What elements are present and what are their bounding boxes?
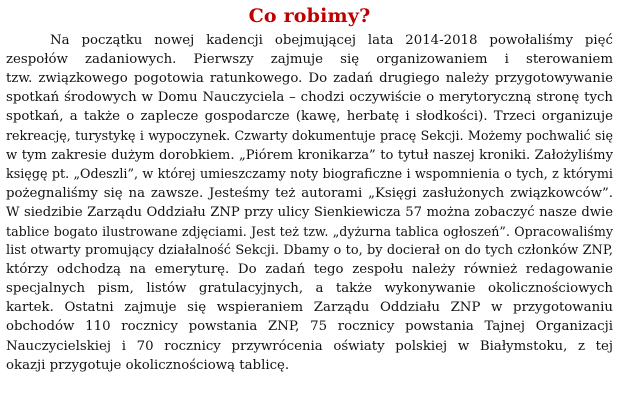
page-title: Co robimy? (248, 5, 371, 27)
paragraph-line: którzy odchodzą na emeryturę. Do zadań tego zespołu należy również redagowanie (6, 262, 613, 278)
paragraph-line: list otwarty promujący działalność Sekcji. Dbamy o to, by docierał on do tych członków ZNP, (6, 243, 613, 259)
paragraph-line: Na początku nowej kadencji obejmującej lata 2014-2018 powołaliśmy pięć (50, 33, 613, 48)
paragraph-line: tzw. związkowego pogotowia ratunkowego. Do zadań drugiego należy przygotowywanie (6, 71, 613, 87)
paragraph-line: specjalnych pism, listów gratulacyjnych, a także wykonywanie okolicznościowych (6, 281, 613, 297)
paragraph-line: Nauczycielskiej i 70 rocznicy przywrócenia oświaty polskiej w Białymstoku, z tej (6, 338, 613, 354)
paragraph-line: obchodów 110 rocznicy powstania ZNP, 75 rocznicy powstania Tajnej Organizacji (6, 319, 613, 335)
body-paragraph (6, 31, 613, 375)
paragraph-line: spotkań środowych w Domu Nauczyciela – chodzi oczywiście o merytoryczną stronę tych (6, 90, 613, 106)
paragraph-line: tablice bogato ilustrowane zdjęciami. Jest też tzw. „dyżurna tablica ogłoszeń”. Opracowaliśmy (6, 223, 613, 239)
paragraph-line: W siedzibie Zarządu Oddziału ZNP przy ulicy Sienkiewicza 57 można zobaczyć nasze dwie (6, 204, 613, 220)
paragraph-line: spotkań, a także o zaplecze gospodarcze (kawę, herbatę i słodkości). Trzeci organizuje (6, 109, 613, 125)
paragraph-line: pożegnaliśmy się na zawsze. Jesteśmy też autorami „Księgi zasłużonych związkowców”. (6, 185, 613, 201)
paragraph-line: okazji przygotuje okolicznościową tablicę. (6, 357, 290, 373)
paragraph-line: rekreację, turystykę i wypoczynek. Czwarty dokumentuje pracę Sekcji. Możemy pochwalić się (6, 128, 613, 144)
paragraph-line: w tym zakresie dużym dorobkiem. „Piórem kronikarza” to tytuł naszej kroniki. Założyliśmy (6, 147, 613, 163)
paragraph-line: zespołów zadaniowych. Pierwszy zajmuje się organizowaniem i sterowaniem (6, 52, 613, 68)
paragraph-line: księgę pt. „Odeszli”, w której umieszczamy noty biograficzne i wspomnienia o tych, z którymi (6, 166, 613, 182)
paragraph-line: kartek. Ostatni zajmuje się wspieraniem Zarządu Oddziału ZNP w przygotowaniu (6, 300, 613, 316)
